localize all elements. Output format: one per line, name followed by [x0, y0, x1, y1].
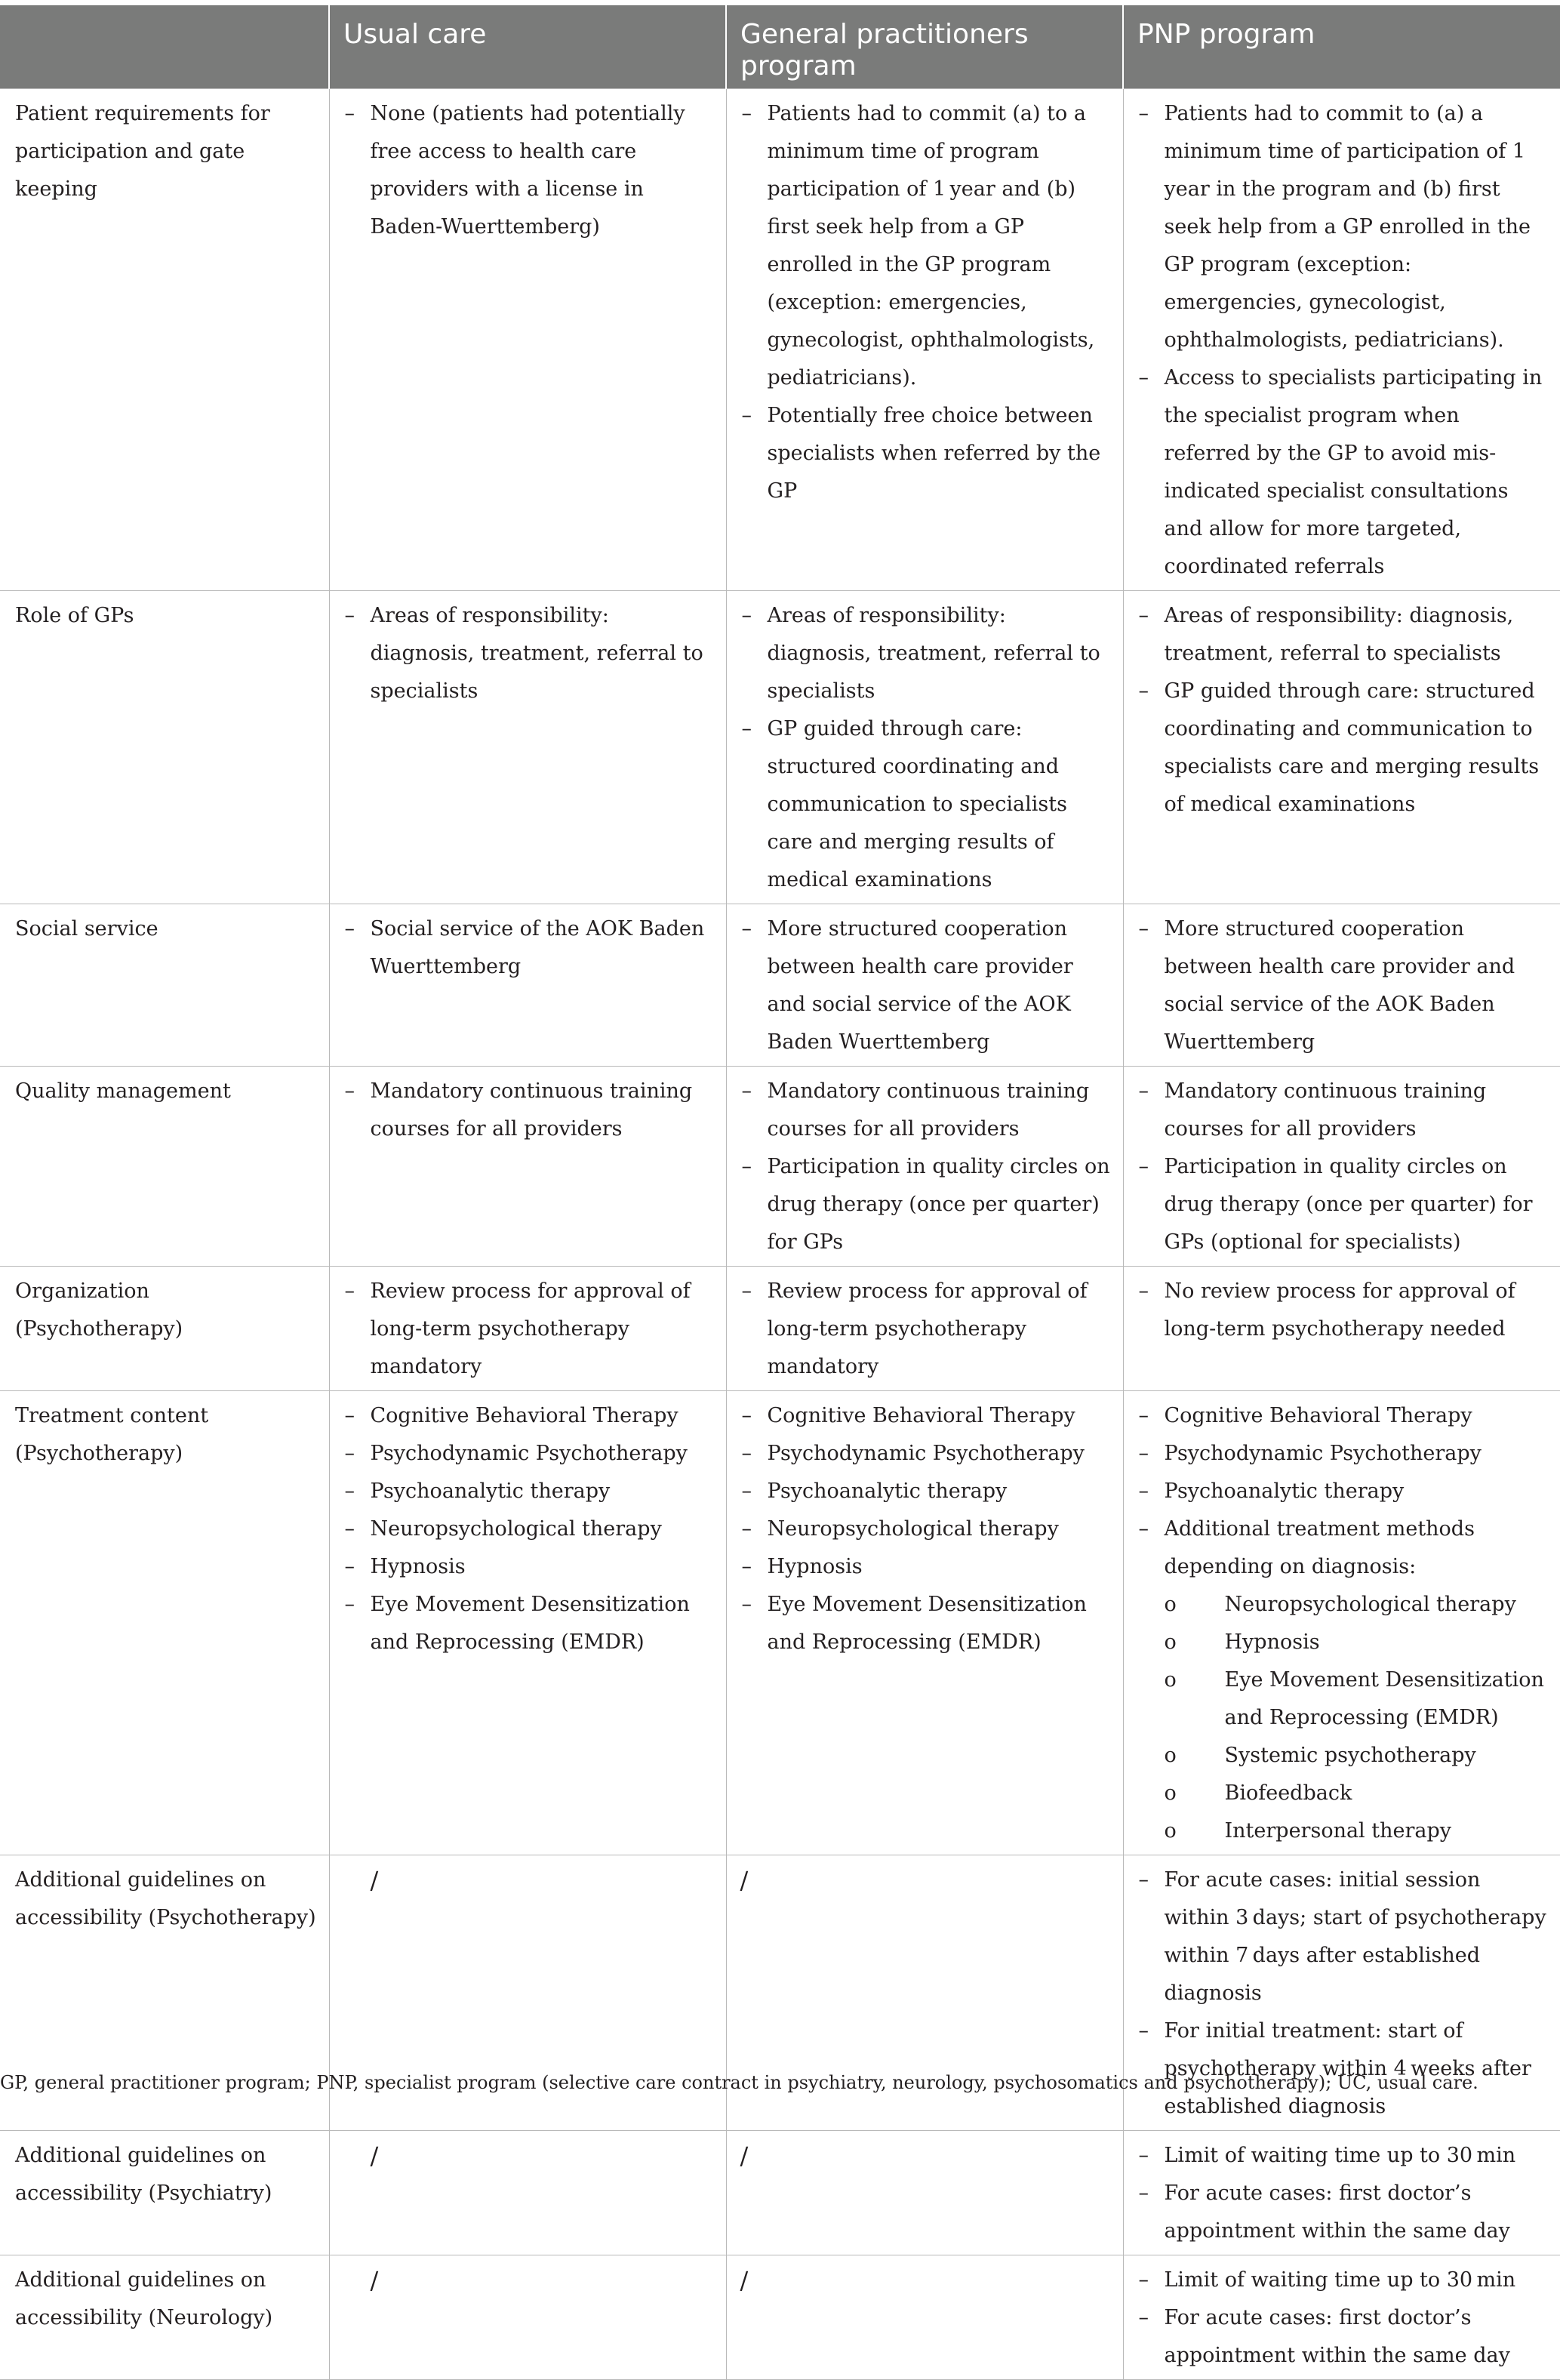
list-item: – Mandatory continuous training courses for all providers	[1137, 1073, 1549, 1148]
usual-care-cell	[329, 904, 726, 1066]
list-item: – Neuropsychological therapy	[740, 1510, 1111, 1548]
table-row	[0, 1066, 1560, 1266]
list-item: – Cognitive Behavioral Therapy	[740, 1397, 1111, 1435]
list-item: – Mandatory continuous training courses for all providers	[740, 1073, 1111, 1148]
empty-marker: /	[370, 2265, 379, 2295]
pnp-program-cell	[1123, 2130, 1560, 2255]
usual-care-cell	[329, 88, 726, 590]
sub-list-item: o Hypnosis	[1137, 1624, 1549, 1661]
list-item: – For initial treatment: start of psychotherapy within 4 weeks after established diagnosis	[1137, 2012, 1549, 2126]
row-label-cell: Role of GPs	[0, 590, 329, 904]
row-label-cell: Quality management	[0, 1066, 329, 1266]
empty-marker: /	[370, 1865, 379, 1895]
list-item: – Cognitive Behavioral Therapy	[343, 1397, 714, 1435]
list-item: – Patients had to commit to (a) a minimum time of participation of 1 year in the program and (b) first seek help from a GP enrolled in the GP program (exception: emergencies, gynecologist, ophthalmologists, pediatricians).	[1137, 95, 1549, 359]
list-item: – Participation in quality circles on drug therapy (once per quarter) for GPs	[740, 1148, 1111, 1261]
list-item: – Review process for approval of long-term psychotherapy mandatory	[343, 1273, 714, 1386]
sub-list-item: o Systemic psychotherapy	[1137, 1737, 1549, 1775]
list-item: – For acute cases: initial session within 3 days; start of psychotherapy within 7 days after established diagnosis	[1137, 1861, 1549, 2012]
bullet-list	[343, 910, 714, 986]
list-item: – Areas of responsibility: diagnosis, treatment, referral to specialists	[1137, 597, 1549, 673]
table-footnote: GP, general practitioner program; PNP, specialist program (selective care contract in psychiatry, neurology, psychosomatics and psychotherapy); UC, usual care.	[0, 2072, 1478, 2093]
list-item: – Limit of waiting time up to 30 min	[1137, 2137, 1549, 2175]
sub-list-item: o Interpersonal therapy	[1137, 1812, 1549, 1850]
bullet-list	[740, 1273, 1111, 1386]
gp-program-cell	[726, 2255, 1123, 2379]
row-label-cell: Organization (Psychotherapy)	[0, 1266, 329, 1390]
list-item: – Psychodynamic Psychotherapy	[1137, 1435, 1549, 1473]
list-item: – Psychoanalytic therapy	[343, 1473, 714, 1510]
header-row	[0, 5, 1560, 88]
list-item: – Cognitive Behavioral Therapy	[1137, 1397, 1549, 1435]
table-row	[0, 2130, 1560, 2255]
list-item: – More structured cooperation between health care provider and social service of the AOK Baden Wuerttemberg	[1137, 910, 1549, 1061]
pnp-program-cell	[1123, 1066, 1560, 1266]
usual-care-cell	[329, 1066, 726, 1266]
table-row	[0, 88, 1560, 590]
bullet-list	[1137, 910, 1549, 1061]
header-cell-gp-program: General practitioners program	[726, 5, 1123, 88]
table-row	[0, 1266, 1560, 1390]
list-item: – Hypnosis	[343, 1548, 714, 1586]
empty-marker: /	[740, 2141, 749, 2170]
list-item: – For acute cases: first doctor’s appointment within the same day	[1137, 2175, 1549, 2250]
pnp-program-cell	[1123, 1390, 1560, 1855]
row-label-cell: Additional guidelines on accessibility (Neurology)	[0, 2255, 329, 2379]
list-item: – No review process for approval of long-term psychotherapy needed	[1137, 1273, 1549, 1348]
gp-program-cell	[726, 1066, 1123, 1266]
header-cell-pnp-program: PNP program	[1123, 5, 1560, 88]
list-item: – Areas of responsibility: diagnosis, treatment, referral to specialists	[740, 597, 1111, 710]
list-item: – Potentially free choice between specialists when referred by the GP	[740, 397, 1111, 510]
bullet-list	[740, 910, 1111, 1061]
header-cell-empty	[0, 5, 329, 88]
bullet-list	[1137, 1073, 1549, 1261]
list-item: – Mandatory continuous training courses for all providers	[343, 1073, 714, 1148]
row-label-cell: Additional guidelines on accessibility (Psychiatry)	[0, 2130, 329, 2255]
row-label-cell: Patient requirements for participation and gate keeping	[0, 88, 329, 590]
list-item: – Participation in quality circles on drug therapy (once per quarter) for GPs (optional for specialists)	[1137, 1148, 1549, 1261]
usual-care-cell	[329, 2255, 726, 2379]
usual-care-cell	[329, 590, 726, 904]
bullet-list	[740, 1397, 1111, 1661]
usual-care-cell	[329, 1390, 726, 1855]
pnp-program-cell	[1123, 2255, 1560, 2379]
list-item: – Social service of the AOK Baden Wuerttemberg	[343, 910, 714, 986]
table-body	[0, 88, 1560, 2379]
table-row	[0, 1390, 1560, 1855]
empty-marker: /	[370, 2141, 379, 2170]
list-item: – Eye Movement Desensitization and Reprocessing (EMDR)	[343, 1586, 714, 1661]
pnp-program-cell	[1123, 904, 1560, 1066]
sub-list-item: o Eye Movement Desensitization and Reprocessing (EMDR)	[1137, 1661, 1549, 1737]
bullet-list	[1137, 1273, 1549, 1348]
list-item: – GP guided through care: structured coordinating and communication to specialists care and merging results of medical examinations	[740, 710, 1111, 899]
header-cell-usual-care: Usual care	[329, 5, 726, 88]
list-item: – Hypnosis	[740, 1548, 1111, 1586]
bullet-list	[343, 1073, 714, 1148]
bullet-list	[1137, 2261, 1549, 2375]
list-item: – Psychodynamic Psychotherapy	[343, 1435, 714, 1473]
sub-list-item: o Neuropsychological therapy	[1137, 1586, 1549, 1624]
list-item: – Psychoanalytic therapy	[1137, 1473, 1549, 1510]
bullet-list	[343, 1397, 714, 1661]
pnp-program-cell	[1123, 590, 1560, 904]
table-row	[0, 2255, 1560, 2379]
empty-marker: /	[740, 1865, 749, 1895]
sub-list-item: o Biofeedback	[1137, 1775, 1549, 1812]
bullet-list	[343, 95, 714, 246]
pnp-program-cell	[1123, 88, 1560, 590]
gp-program-cell	[726, 1266, 1123, 1390]
list-item: – Limit of waiting time up to 30 min	[1137, 2261, 1549, 2299]
sub-bullet-list	[1137, 1586, 1549, 1850]
usual-care-cell	[329, 2130, 726, 2255]
bullet-list	[1137, 1397, 1549, 1586]
list-item: – Review process for approval of long-term psychotherapy mandatory	[740, 1273, 1111, 1386]
row-label-cell: Additional guidelines on accessibility (Psychotherapy)	[0, 1855, 329, 2130]
bullet-list	[1137, 95, 1549, 586]
gp-program-cell	[726, 1390, 1123, 1855]
row-label-cell: Treatment content (Psychotherapy)	[0, 1390, 329, 1855]
bullet-list	[343, 1273, 714, 1386]
list-item: – Patients had to commit (a) to a minimum time of program participation of 1 year and (b) first seek help from a GP enrolled in the GP program (exception: emergencies, gynecologist, ophthalmologists, pediatricians).	[740, 95, 1111, 397]
pnp-program-cell	[1123, 1266, 1560, 1390]
bullet-list	[1137, 597, 1549, 824]
list-item: – Psychoanalytic therapy	[740, 1473, 1111, 1510]
list-item: – Neuropsychological therapy	[343, 1510, 714, 1548]
table-row	[0, 904, 1560, 1066]
gp-program-cell	[726, 590, 1123, 904]
gp-program-cell	[726, 88, 1123, 590]
list-item: – Additional treatment methods depending on diagnosis:	[1137, 1510, 1549, 1586]
gp-program-cell	[726, 904, 1123, 1066]
bullet-list	[740, 1073, 1111, 1261]
list-item: – GP guided through care: structured coordinating and communication to specialists care and merging results of medical examinations	[1137, 673, 1549, 824]
bullet-list	[740, 95, 1111, 510]
comparison-table	[0, 5, 1560, 2380]
empty-marker: /	[740, 2265, 749, 2295]
table-row	[0, 590, 1560, 904]
list-item: – Psychodynamic Psychotherapy	[740, 1435, 1111, 1473]
bullet-list	[1137, 2137, 1549, 2250]
list-item: – Access to specialists participating in the specialist program when referred by the GP to avoid mis-indicated specialist consultations and allow for more targeted, coordinated referrals	[1137, 359, 1549, 586]
list-item: – None (patients had potentially free access to health care providers with a license in Baden-Wuerttemberg)	[343, 95, 714, 246]
row-label-cell: Social service	[0, 904, 329, 1066]
bullet-list	[343, 597, 714, 710]
bullet-list	[740, 597, 1111, 899]
list-item: – For acute cases: first doctor’s appointment within the same day	[1137, 2299, 1549, 2375]
list-item: – More structured cooperation between health care provider and social service of the AOK Baden Wuerttemberg	[740, 910, 1111, 1061]
list-item: – Areas of responsibility: diagnosis, treatment, referral to specialists	[343, 597, 714, 710]
gp-program-cell	[726, 2130, 1123, 2255]
usual-care-cell	[329, 1266, 726, 1390]
list-item: – Eye Movement Desensitization and Reprocessing (EMDR)	[740, 1586, 1111, 1661]
